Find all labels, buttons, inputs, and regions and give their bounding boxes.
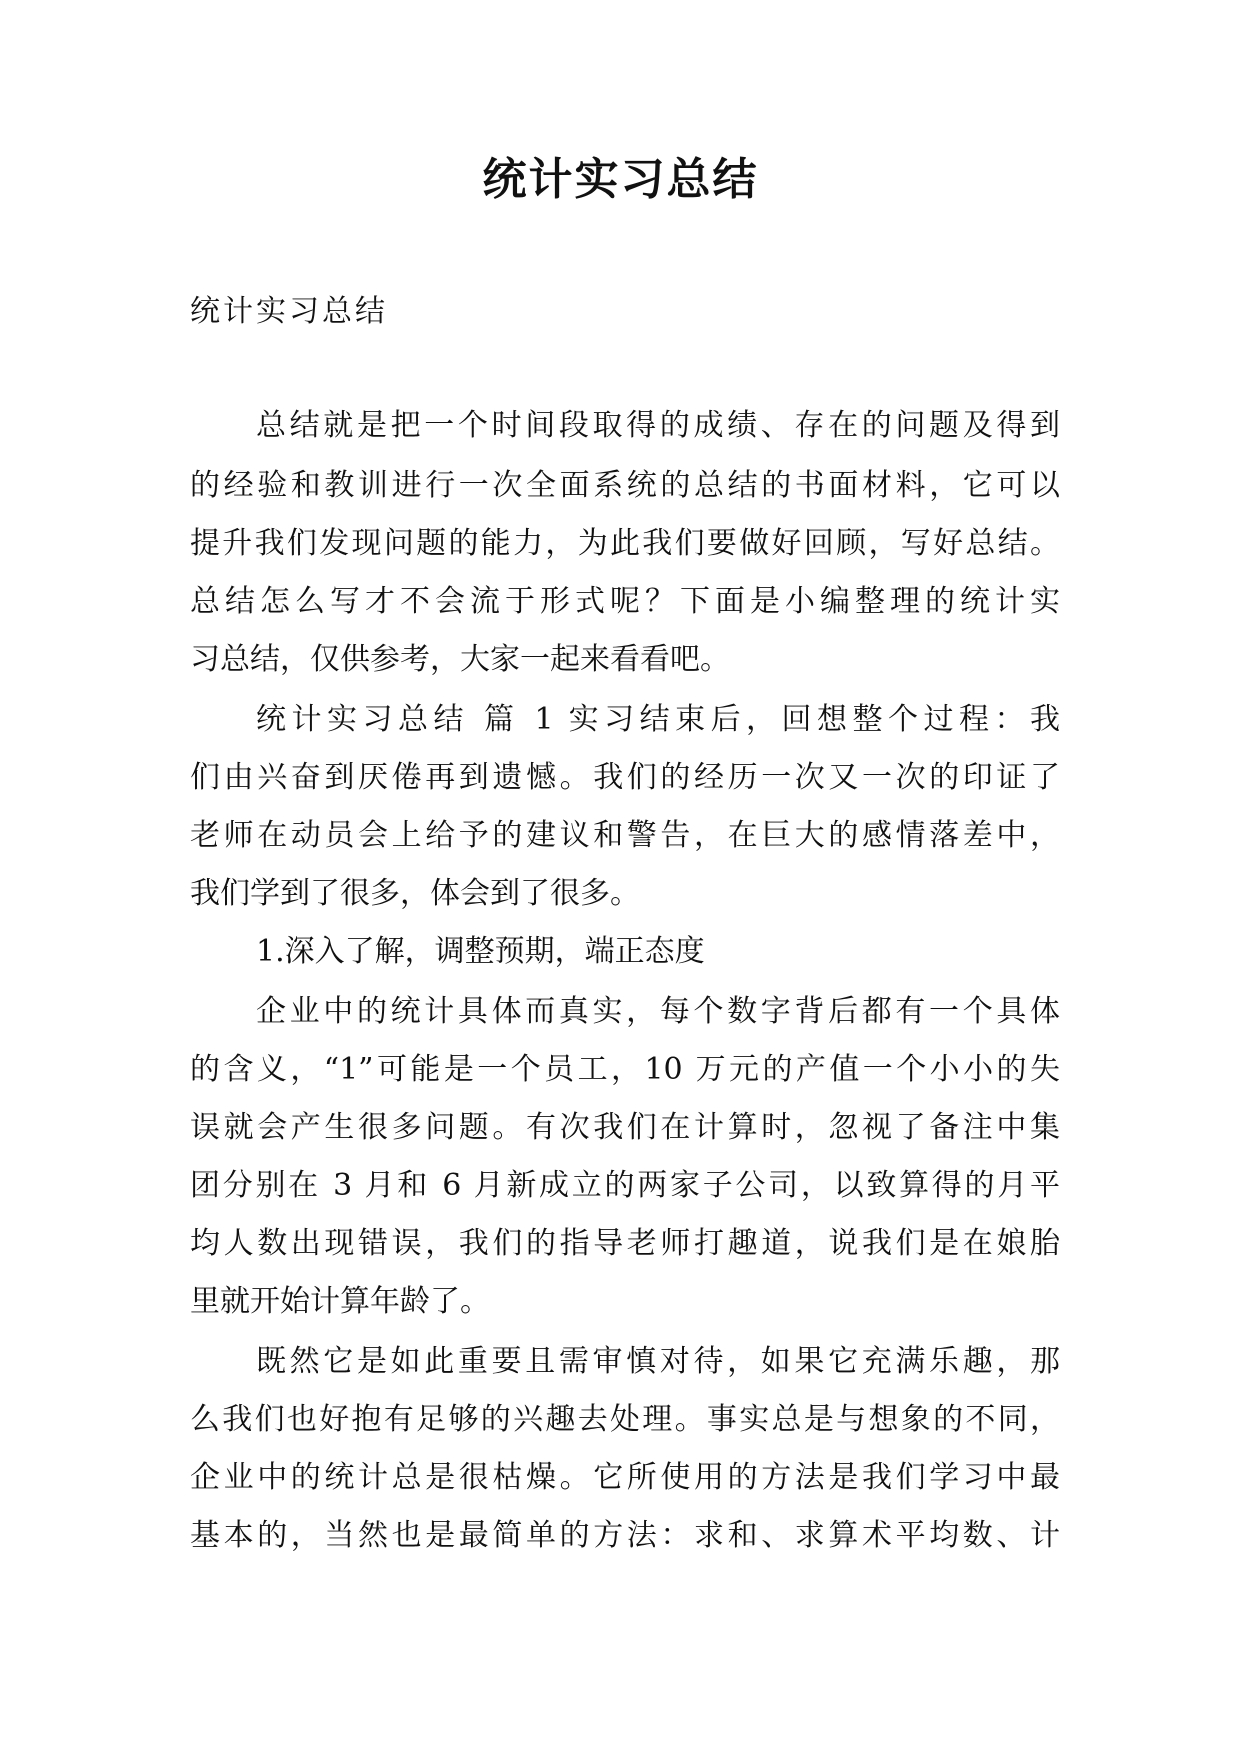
body-text-line: 基本的，当然也是最简单的方法：求和、求算术平均数、计 <box>190 1518 1060 1553</box>
document-title: 统计实习总结 <box>482 154 759 205</box>
body-text-line: 1.深入了解，调整预期，端正态度 <box>256 934 705 969</box>
body-text-line: 我们学到了很多，体会到了很多。 <box>190 876 640 911</box>
body-text-line: 总结怎么写才不会流于形式呢？下面是小编整理的统计实 <box>190 584 1060 619</box>
body-text-line: 的含义，“1”可能是一个员工，10 万元的产值一个小小的失 <box>190 1052 1060 1087</box>
body-text-line: 统计实习总结 篇 1 实习结束后，回想整个过程：我 <box>256 702 1060 737</box>
body-text-line: 们由兴奋到厌倦再到遗憾。我们的经历一次又一次的印证了 <box>190 760 1060 795</box>
body-text-line: 的经验和教训进行一次全面系统的总结的书面材料，它可以 <box>190 468 1060 503</box>
body-text-line: 团分别在 3 月和 6 月新成立的两家子公司，以致算得的月平 <box>190 1168 1060 1203</box>
body-text-line: 里就开始计算年龄了。 <box>190 1284 490 1319</box>
body-text-line: 习总结，仅供参考，大家一起来看看吧。 <box>190 642 730 677</box>
body-text-line: 既然它是如此重要且需审慎对待，如果它充满乐趣，那 <box>256 1344 1060 1379</box>
document-subtitle: 统计实习总结 <box>190 294 388 329</box>
body-text-line: 均人数出现错误，我们的指导老师打趣道，说我们是在娘胎 <box>190 1226 1060 1261</box>
body-text-line: 企业中的统计具体而真实，每个数字背后都有一个具体 <box>256 994 1060 1029</box>
body-text-line: 企业中的统计总是很枯燥。它所使用的方法是我们学习中最 <box>190 1460 1060 1495</box>
body-text-line: 总结就是把一个时间段取得的成绩、存在的问题及得到 <box>256 408 1060 443</box>
body-text-line: 提升我们发现问题的能力，为此我们要做好回顾，写好总结。 <box>190 526 1060 561</box>
body-text-line: 误就会产生很多问题。有次我们在计算时，忽视了备注中集 <box>190 1110 1060 1145</box>
body-text-line: 么我们也好抱有足够的兴趣去处理。事实总是与想象的不同， <box>190 1402 1060 1437</box>
body-text-line: 老师在动员会上给予的建议和警告，在巨大的感情落差中， <box>190 818 1060 853</box>
